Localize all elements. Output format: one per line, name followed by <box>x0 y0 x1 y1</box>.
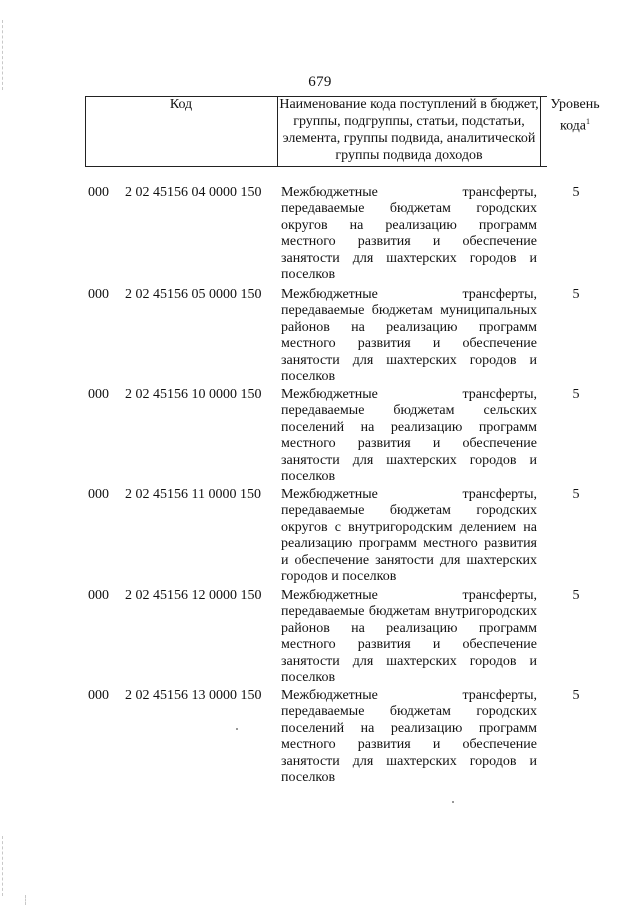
admin-code: 000 <box>88 688 109 703</box>
revenue-name: Межбюджетные трансферты, передаваемые бюджетам внутригородских районов на реализацию программ местного развития и обеспечение занятости для шахтерских городов и поселков <box>281 588 537 686</box>
admin-code: 000 <box>88 588 109 603</box>
revenue-name: Межбюджетные трансферты, передаваемые бюджетам сельских поселений на реализацию программ местного развития и обеспечение занятости для шахтерских городов и поселков <box>281 387 537 485</box>
scan-speck <box>452 801 454 803</box>
header-level-footnote: 1 <box>586 117 591 126</box>
code-level: 5 <box>572 688 580 703</box>
revenue-code: 2 02 45156 04 0000 150 <box>125 185 262 200</box>
revenue-code: 2 02 45156 10 0000 150 <box>125 387 262 402</box>
code-level: 5 <box>572 487 580 502</box>
revenue-name: Межбюджетные трансферты, передаваемые бюджетам муниципальных районов на реализацию программ местного развития и обеспечение занятости для шахтерских городов и поселков <box>281 287 537 385</box>
header-name: Наименование кода поступлений в бюджет, группы, подгруппы, статьи, подстатьи, элемента, группы подвида, аналитической группы подвида доходов <box>279 97 539 163</box>
header-divider <box>277 96 278 166</box>
admin-code: 000 <box>88 287 109 302</box>
code-level: 5 <box>572 387 580 402</box>
scan-speck <box>236 728 238 730</box>
code-level: 5 <box>572 588 580 603</box>
admin-code: 000 <box>88 185 109 200</box>
header-level-label: Уровень кода <box>550 97 600 134</box>
revenue-code: 2 02 45156 12 0000 150 <box>125 588 262 603</box>
code-level: 5 <box>572 287 580 302</box>
header-code: Код <box>169 97 193 112</box>
revenue-code: 2 02 45156 13 0000 150 <box>125 688 262 703</box>
admin-code: 000 <box>88 387 109 402</box>
code-level: 5 <box>572 185 580 200</box>
revenue-name: Межбюджетные трансферты, передаваемые бюджетам городских округов с внутригородским делением на реализацию программ местного развития и обеспечение занятости для шахтерских городов и поселков <box>281 487 537 585</box>
header-level <box>541 96 609 135</box>
page-number: 679 <box>308 74 332 90</box>
header-bottom-rule <box>85 166 547 167</box>
admin-code: 000 <box>88 487 109 502</box>
scan-margin-mark <box>2 836 3 896</box>
scan-margin-mark <box>25 895 26 905</box>
revenue-code: 2 02 45156 05 0000 150 <box>125 287 262 302</box>
revenue-name: Межбюджетные трансферты, передаваемые бюджетам городских поселений на реализацию программ местного развития и обеспечение занятости для шахтерских городов и поселков <box>281 688 537 786</box>
revenue-code: 2 02 45156 11 0000 150 <box>125 487 261 502</box>
revenue-name: Межбюджетные трансферты, передаваемые бюджетам городских округов на реализацию программ местного развития и обеспечение занятости для шахтерских городов и поселков <box>281 185 537 283</box>
